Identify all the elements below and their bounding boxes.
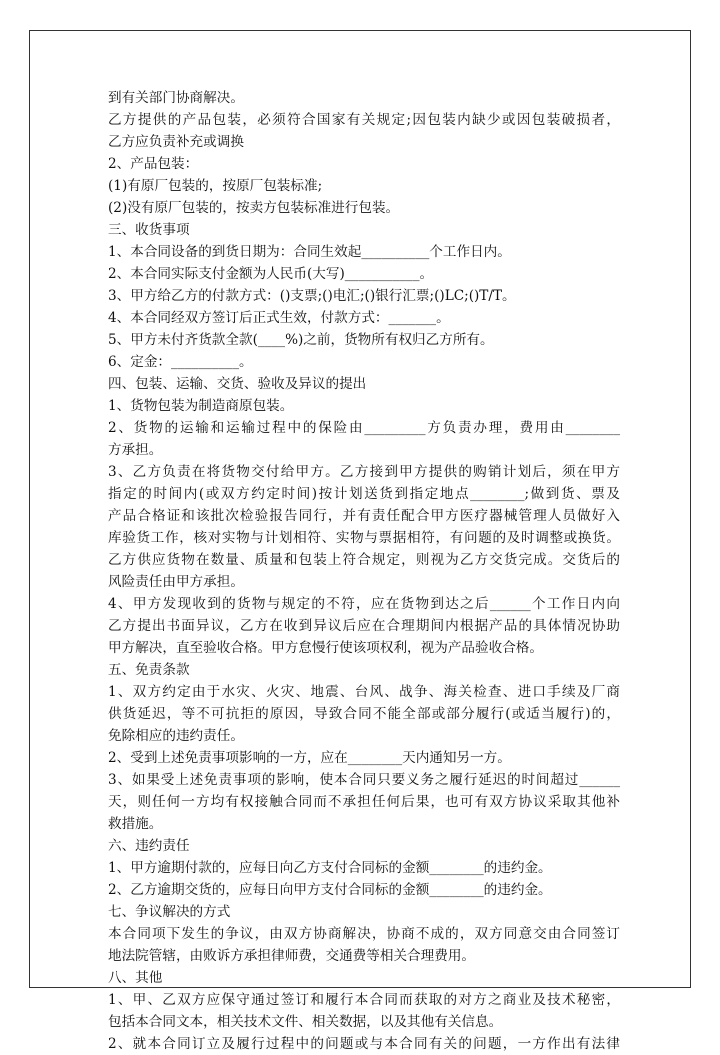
text-line: (2)没有原厂包装的，按卖方包装标准进行包装。 bbox=[108, 200, 400, 216]
text-line: 3、如果受上述免责事项的影响，使本合同只要义务之履行延迟的时间超过______ bbox=[108, 772, 620, 788]
text-line: 2、产品包装： bbox=[108, 156, 199, 172]
text-line: 地法院管辖，由败诉方承担律师费，交通费等相关合理费用。 bbox=[108, 948, 476, 964]
text-line: 2、就本合同订立及履行过程中的问题或与本合同有关的问题，一方作出有法律 bbox=[108, 1036, 620, 1052]
text-line: 三、收货事项 bbox=[108, 222, 190, 238]
text-line: 四、包装、运输、交货、验收及异议的提出 bbox=[108, 376, 367, 392]
text-line: 1、甲、乙双方应保守通过签订和履行本合同而获取的对方之商业及技术秘密， bbox=[108, 992, 620, 1008]
text-line: 免除相应的违约责任。 bbox=[108, 728, 244, 744]
text-line: 1、甲方逾期付款的，应每日向乙方支付合同标的金额________的违约金。 bbox=[108, 860, 552, 876]
text-line: 方承担。 bbox=[108, 442, 163, 458]
text-line: 3、乙方负责在将货物交付给甲方。乙方接到甲方提供的购销计划后，须在甲方 bbox=[108, 464, 620, 480]
text-line: 五、免责条款 bbox=[108, 662, 190, 678]
text-line: 七、争议解决的方式 bbox=[108, 904, 231, 920]
text-line: 1、双方约定由于水灾、火灾、地震、台风、战争、海关检查、进口手续及厂商 bbox=[108, 684, 620, 700]
text-line: 2、货物的运输和运输过程中的保险由_________方负责办理，费用由________ bbox=[108, 420, 620, 436]
text-line: 1、货物包装为制造商原包装。 bbox=[108, 398, 294, 414]
text-line: 甲方解决，直至验收合格。甲方怠慢行使该项权利，视为产品验收合格。 bbox=[108, 640, 543, 656]
text-line: 6、定金：__________。 bbox=[108, 354, 253, 370]
text-line: 到有关部门协商解决。 bbox=[108, 90, 244, 106]
text-line: 乙方提供的产品包装，必须符合国家有关规定;因包装内缺少或因包装破损者， bbox=[108, 112, 620, 128]
text-line: 5、甲方未付齐货款全款(____%)之前，货物所有权归乙方所有。 bbox=[108, 332, 494, 348]
text-line: 八、其他 bbox=[108, 970, 163, 986]
text-line: 库验货工作，核对实物与计划相符、实物与票据相符，有问题的及时调整或换货。 bbox=[108, 530, 620, 546]
text-line: 包括本合同文本，相关技术文件、相关数据，以及其他有关信息。 bbox=[108, 1014, 503, 1030]
text-line: 本合同项下发生的争议，由双方协商解决，协商不成的，双方同意交由合同签订 bbox=[108, 926, 620, 942]
text-line: 2、本合同实际支付金额为人民币(大写)___________。 bbox=[108, 266, 434, 282]
text-line: 2、乙方逾期交货的，应每日向甲方支付合同标的金额________的违约金。 bbox=[108, 882, 552, 898]
text-line: 天，则任何一方均有权接触合同而不承担任何后果，也可有双方协议采取其他补 bbox=[108, 794, 620, 810]
text-line: 4、本合同经双方签订后正式生效，付款方式：_______。 bbox=[108, 310, 450, 326]
text-line: 1、本合同设备的到货日期为：合同生效起__________个工作日内。 bbox=[108, 244, 511, 260]
text-line: 2、受到上述免责事项影响的一方，应在________天内通知另一方。 bbox=[108, 750, 511, 766]
text-line: 六、违约责任 bbox=[108, 838, 190, 854]
text-line: 救措施。 bbox=[108, 816, 163, 832]
text-line: 3、甲方给乙方的付款方式：()支票;()电汇;()银行汇票;()LC;()T/T。 bbox=[108, 288, 516, 304]
text-line: 指定的时间内(或双方约定时间)按计划送货到指定地点________;做到货、票及 bbox=[108, 486, 620, 502]
text-line: 4、甲方发现收到的货物与规定的不符，应在货物到达之后______个工作日内向 bbox=[108, 596, 620, 612]
text-line: (1)有原厂包装的，按原厂包装标准; bbox=[108, 178, 323, 194]
text-line: 产品合格证和该批次检验报告同行，并有责任配合甲方医疗器械管理人员做好入 bbox=[108, 508, 620, 524]
text-line: 乙方应负责补充或调换 bbox=[108, 134, 244, 150]
text-line: 风险责任由甲方承担。 bbox=[108, 574, 244, 590]
text-line: 供货延迟，等不可抗拒的原因，导致合同不能全部或部分履行(或适当履行)的， bbox=[108, 706, 620, 722]
contract-text-body bbox=[108, 87, 620, 1055]
text-line: 乙方供应货物在数量、质量和包装上符合规定，则视为乙方交货完成。交货后的 bbox=[108, 552, 620, 568]
text-line: 乙方提出书面异议，乙方在收到异议后应在合理期间内根据产品的具体情况协助 bbox=[108, 618, 620, 634]
